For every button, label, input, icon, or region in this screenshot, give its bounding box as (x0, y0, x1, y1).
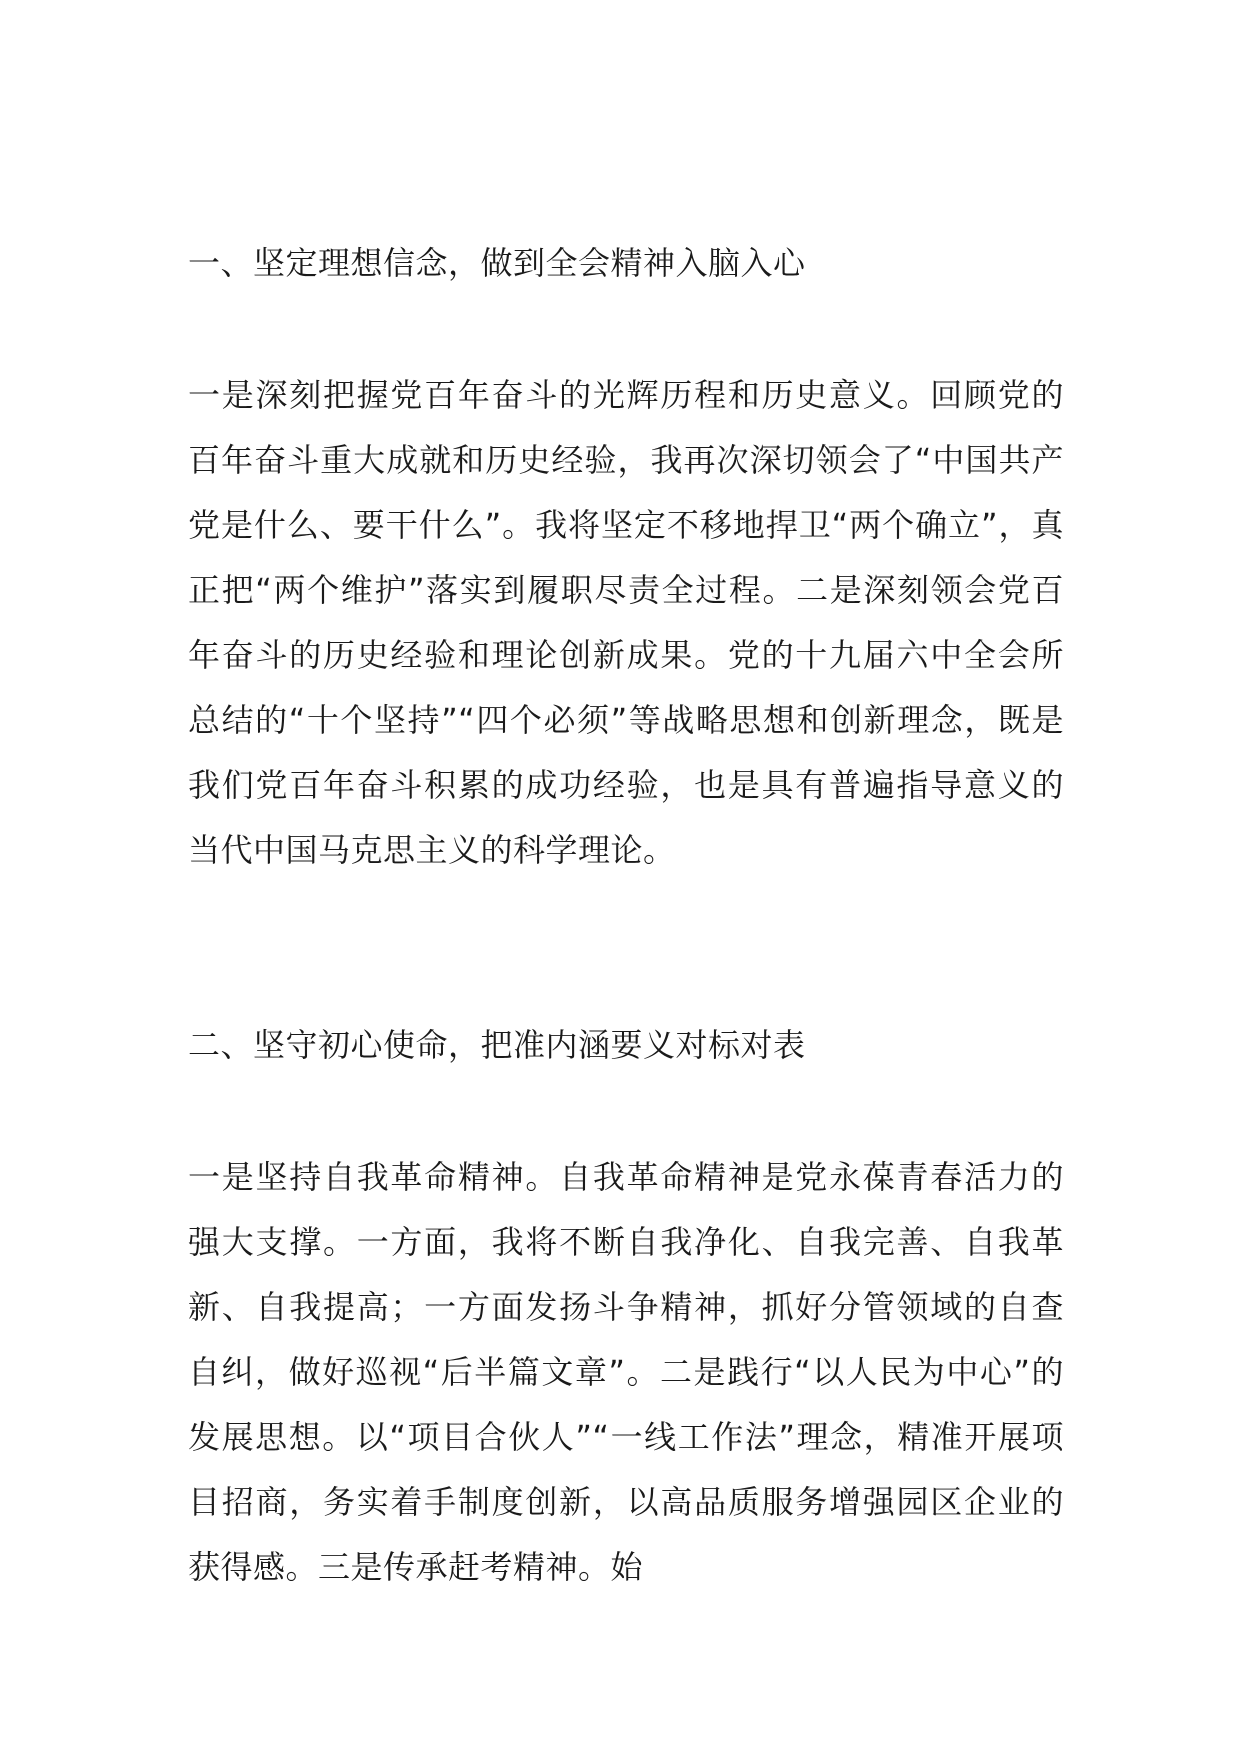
section-1-paragraph: 一是深刻把握党百年奋斗的光辉历程和历史意义。回顾党的百年奋斗重大成就和历史经验，我再次深切领会了“中国共产党是什么、要干什么”。我将坚定不移地捍卫“两个确立”，真正把“两个维护”落实到履职尽责全过程。二是深刻领会党百年奋斗的历史经验和理论创新成果。党的十九届六中全会所总结的“十个坚持”“四个必须”等战略思想和创新理念，既是我们党百年奋斗积累的成功经验，也是具有普遍指导意义的当代中国马克思主义的科学理论。 (188, 376, 1064, 869)
section-2-paragraph: 一是坚持自我革命精神。自我革命精神是党永葆青春活力的强大支撑。一方面，我将不断自我净化、自我完善、自我革新、自我提高；一方面发扬斗争精神，抓好分管领域的自查自纠，做好巡视“后半篇文章”。二是践行“以人民为中心”的发展思想。以“项目合伙人”“一线工作法”理念，精准开展项目招商，务实着手制度创新，以高品质服务增强园区企业的获得感。三是传承赶考精神。始 (188, 1158, 1064, 1586)
section-2-heading: 二、坚守初心使命，把准内涵要义对标对表 (188, 1026, 806, 1064)
section-1-heading: 一、坚定理想信念，做到全会精神入脑入心 (188, 244, 806, 282)
